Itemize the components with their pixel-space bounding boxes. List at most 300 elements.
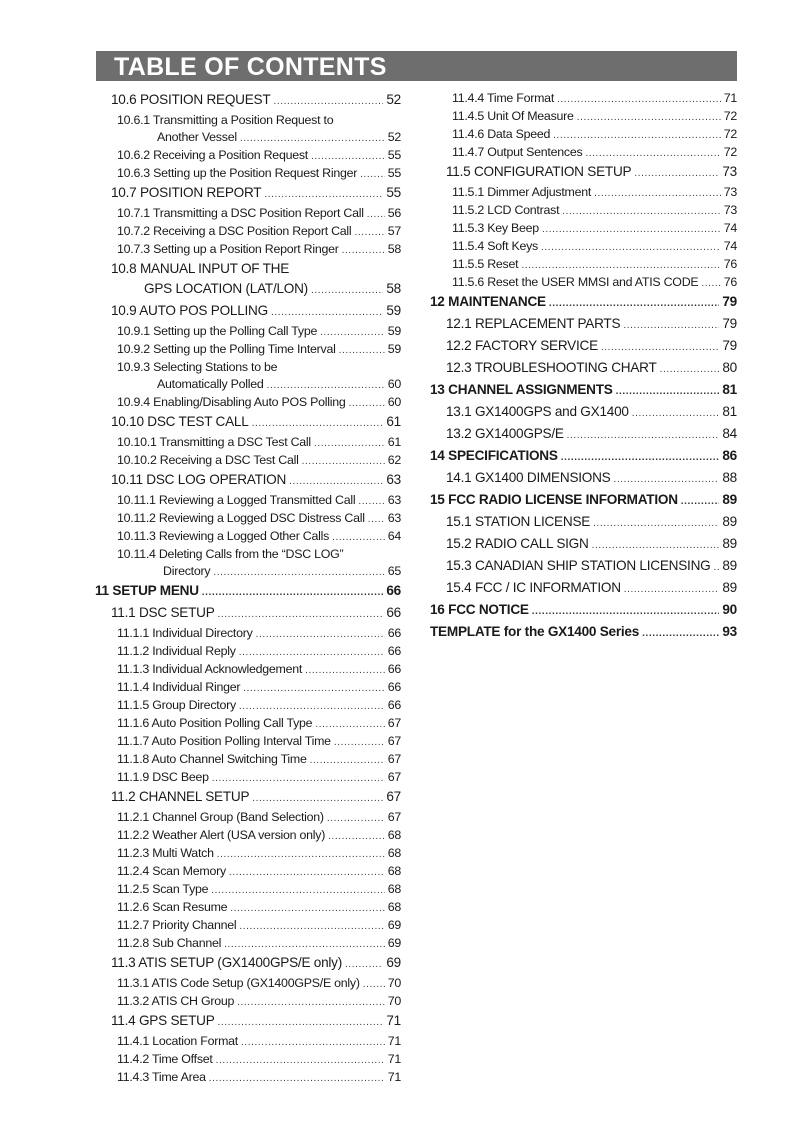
- dot-leader: [557, 91, 721, 108]
- toc-entry-page: 66: [387, 626, 401, 640]
- dot-leader: [634, 164, 719, 184]
- toc-entry[interactable]: [95, 661, 401, 679]
- toc-entry[interactable]: [95, 90, 401, 112]
- toc-entry-page: 66: [386, 583, 401, 598]
- toc-entry[interactable]: [95, 112, 401, 129]
- dot-leader: [562, 203, 720, 220]
- toc-entry-title: 10.7.3 Setting up a Position Report Ringer: [117, 242, 339, 256]
- toc-entry-page: 81: [722, 404, 737, 419]
- toc-entry-title: 12.1 REPLACEMENT PARTS: [446, 316, 621, 331]
- toc-entry[interactable]: [95, 241, 401, 259]
- toc-entry[interactable]: [95, 528, 401, 546]
- toc-entry[interactable]: [430, 292, 737, 314]
- dot-leader: [267, 377, 385, 394]
- toc-entry[interactable]: [430, 512, 737, 534]
- toc-entry-title: 11.4.6 Data Speed: [452, 127, 551, 141]
- dot-leader: [632, 404, 720, 424]
- toc-entry[interactable]: [95, 279, 401, 301]
- toc-entry[interactable]: [95, 452, 401, 470]
- toc-entry-page: 55: [387, 166, 401, 180]
- toc-entry-title: 15 FCC RADIO LICENSE INFORMATION: [430, 492, 678, 507]
- toc-entry-title: 11.2.4 Scan Memory: [117, 864, 226, 878]
- toc-entry-title: TEMPLATE for the GX1400 Series: [430, 624, 640, 639]
- toc-entry-title: 11.1.2 Individual Reply: [117, 644, 236, 658]
- toc-entry[interactable]: [430, 490, 737, 512]
- dot-leader: [218, 1013, 384, 1033]
- dot-leader: [334, 734, 385, 751]
- toc-entry-page: 86: [722, 448, 737, 463]
- toc-column-left: [95, 90, 401, 1087]
- toc-entry-title: 11.2.8 Sub Channel: [117, 936, 222, 950]
- toc-entry-page: 67: [387, 770, 401, 784]
- toc-entry[interactable]: [430, 446, 737, 468]
- toc-entry[interactable]: [95, 917, 401, 935]
- toc-entry-title: 12.3 TROUBLESHOOTING CHART: [446, 360, 657, 375]
- toc-entry-title: 10.9.1 Setting up the Polling Call Type: [117, 324, 318, 338]
- toc-entry[interactable]: [95, 827, 401, 845]
- toc-entry[interactable]: [430, 202, 737, 220]
- dot-leader: [549, 294, 720, 314]
- toc-entry-page: 74: [723, 239, 737, 253]
- toc-entry[interactable]: [95, 697, 401, 715]
- toc-entry-page: 57: [387, 224, 401, 238]
- dot-leader: [585, 145, 720, 162]
- toc-entry-page: 55: [387, 148, 401, 162]
- toc-entry-page: 63: [386, 472, 401, 487]
- toc-entry[interactable]: [95, 394, 401, 412]
- toc-entry[interactable]: [95, 563, 401, 581]
- toc-entry-page: 73: [723, 203, 737, 217]
- dot-leader: [256, 626, 385, 643]
- toc-entry-title: 10.11.2 Reviewing a Logged DSC Distress Call: [117, 511, 365, 525]
- toc-entry-title: 11.4.5 Unit Of Measure: [452, 109, 574, 123]
- dot-leader: [624, 580, 720, 600]
- toc-entry-page: 71: [387, 1070, 401, 1084]
- toc-entry[interactable]: [430, 184, 737, 202]
- toc-entry-title: 15.1 STATION LICENSE: [446, 514, 591, 529]
- dot-leader: [614, 470, 720, 490]
- toc-entry-page: 67: [387, 734, 401, 748]
- toc-entry[interactable]: [430, 126, 737, 144]
- toc-entry[interactable]: [430, 402, 737, 424]
- toc-entry-title: 11.5.2 LCD Contrast: [452, 203, 560, 217]
- dot-leader: [302, 453, 385, 470]
- toc-entry-page: 71: [387, 1052, 401, 1066]
- toc-entry-title: GPS LOCATION (LAT/LON): [144, 281, 308, 296]
- toc-entry[interactable]: [430, 600, 737, 622]
- toc-entry[interactable]: [95, 492, 401, 510]
- dot-leader: [213, 564, 384, 581]
- toc-entry-title: 13.1 GX1400GPS and GX1400: [446, 404, 629, 419]
- toc-entry-title: 11.1.9 DSC Beep: [117, 770, 209, 784]
- toc-entry-title: 11.5 CONFIGURATION SETUP: [446, 164, 632, 179]
- toc-entry-title: 10.10 DSC TEST CALL: [111, 414, 249, 429]
- toc-entry[interactable]: [430, 578, 737, 600]
- toc-entry-title: 11.2.3 Multi Watch: [117, 846, 214, 860]
- dot-leader: [243, 680, 384, 697]
- toc-entry-page: 89: [722, 492, 737, 507]
- toc-entry-page: 63: [387, 511, 401, 525]
- toc-entry[interactable]: [430, 622, 737, 644]
- dot-leader: [345, 955, 383, 975]
- toc-entry-page: 89: [722, 580, 737, 595]
- dot-leader: [349, 395, 385, 412]
- toc-entry-page: 66: [387, 680, 401, 694]
- toc-entry-page: 79: [722, 294, 737, 309]
- toc-entry-page: 79: [722, 338, 737, 353]
- toc-entry-page: 73: [723, 185, 737, 199]
- toc-entry-title: 11.2.6 Scan Resume: [117, 900, 228, 914]
- dot-leader: [229, 864, 385, 881]
- toc-entry[interactable]: [430, 424, 737, 446]
- toc-entry-page: 73: [722, 164, 737, 179]
- toc-entry-title: 11.3 ATIS SETUP (GX1400GPS/E only): [111, 955, 343, 970]
- dot-leader: [713, 558, 719, 578]
- toc-entry[interactable]: [95, 470, 401, 492]
- toc-entry[interactable]: [95, 679, 401, 697]
- toc-entry-title: 10.11.1 Reviewing a Logged Transmitted Call: [117, 493, 356, 507]
- toc-entry-title: 11.5.1 Dimmer Adjustment: [452, 185, 592, 199]
- dot-leader: [252, 789, 383, 809]
- dot-leader: [542, 221, 721, 238]
- toc-entry-title: 10.9.3 Selecting Stations to be: [117, 360, 278, 374]
- toc-entry[interactable]: [95, 546, 401, 563]
- toc-entry-title: 10.11.4 Deleting Calls from the “DSC LOG”: [117, 547, 344, 561]
- dot-leader: [271, 303, 383, 323]
- dot-leader: [541, 239, 721, 256]
- toc-entry[interactable]: [430, 468, 737, 490]
- toc-entry[interactable]: [95, 643, 401, 661]
- toc-entry-page: 68: [387, 864, 401, 878]
- dot-leader: [601, 338, 719, 358]
- toc-entry-title: 13 CHANNEL ASSIGNMENTS: [430, 382, 613, 397]
- toc-entry[interactable]: [430, 380, 737, 402]
- toc-entry-page: 60: [387, 395, 401, 409]
- dot-leader: [305, 662, 385, 679]
- toc-entry-title: 10.9.4 Enabling/Disabling Auto POS Polling: [117, 395, 346, 409]
- toc-entry-page: 64: [387, 529, 401, 543]
- toc-entry[interactable]: [95, 259, 401, 279]
- dot-leader: [237, 994, 385, 1011]
- dot-leader: [368, 511, 385, 528]
- dot-leader: [660, 360, 720, 380]
- toc-entry[interactable]: [430, 314, 737, 336]
- toc-entry-page: 76: [723, 257, 737, 271]
- toc-entry-page: 66: [387, 698, 401, 712]
- dot-leader: [264, 185, 383, 205]
- dot-leader: [616, 382, 720, 402]
- toc-entry-page: 79: [722, 316, 737, 331]
- dot-leader: [311, 281, 383, 301]
- toc-entry-page: 66: [387, 662, 401, 676]
- toc-entry[interactable]: [95, 625, 401, 643]
- toc-entry-page: 65: [387, 564, 401, 578]
- toc-entry-page: 62: [387, 453, 401, 467]
- dot-leader: [289, 472, 383, 492]
- toc-entry-title: 11.5.6 Reset the USER MMSI and ATIS CODE: [452, 275, 699, 289]
- toc-entry-page: 69: [386, 955, 401, 970]
- dot-leader: [354, 224, 384, 241]
- toc-entry[interactable]: [95, 769, 401, 787]
- dot-leader: [310, 752, 385, 769]
- toc-entry-page: 71: [386, 1013, 401, 1028]
- toc-entry-page: 68: [387, 846, 401, 860]
- toc-entry[interactable]: [430, 162, 737, 184]
- dot-leader: [320, 324, 385, 341]
- toc-entry[interactable]: [95, 603, 401, 625]
- dot-leader: [360, 166, 385, 183]
- toc-entry[interactable]: [95, 341, 401, 359]
- toc-entry-page: 61: [386, 414, 401, 429]
- toc-column-right: [430, 90, 737, 644]
- toc-entry-title: 12.2 FACTORY SERVICE: [446, 338, 598, 353]
- toc-entry[interactable]: [95, 1069, 401, 1087]
- toc-entry[interactable]: [95, 183, 401, 205]
- toc-entry-title: 14.1 GX1400 DIMENSIONS: [446, 470, 611, 485]
- toc-entry[interactable]: [95, 863, 401, 881]
- dot-leader: [209, 1070, 385, 1087]
- dot-leader: [239, 644, 385, 661]
- dot-leader: [239, 698, 385, 715]
- toc-entry-page: 58: [387, 242, 401, 256]
- toc-entry-title: 11.1.5 Group Directory: [117, 698, 236, 712]
- toc-entry-title: 10.9.2 Setting up the Polling Time Interval: [117, 342, 336, 356]
- toc-entry[interactable]: [95, 1051, 401, 1069]
- dot-leader: [642, 624, 719, 644]
- toc-entry-title: 11.3.1 ATIS Code Setup (GX1400GPS/E only): [117, 976, 360, 990]
- toc-entry-page: 67: [387, 810, 401, 824]
- toc-entry-page: 59: [387, 342, 401, 356]
- toc-entry[interactable]: [95, 165, 401, 183]
- dot-leader: [342, 242, 385, 259]
- dot-leader: [577, 109, 721, 126]
- toc-entry[interactable]: [430, 256, 737, 274]
- dot-leader: [212, 770, 385, 787]
- toc-entry-title: 10.6 POSITION REQUEST: [111, 92, 271, 107]
- toc-entry[interactable]: [95, 510, 401, 528]
- dot-leader: [241, 1034, 385, 1051]
- toc-entry-title: 10.9 AUTO POS POLLING: [111, 303, 268, 318]
- toc-entry-page: 76: [723, 275, 737, 289]
- toc-entry-title: 15.4 FCC / IC INFORMATION: [446, 580, 621, 595]
- dot-leader: [315, 716, 384, 733]
- toc-entry[interactable]: [430, 144, 737, 162]
- toc-entry[interactable]: [95, 581, 401, 603]
- toc-entry[interactable]: [95, 376, 401, 394]
- dot-leader: [532, 602, 720, 622]
- toc-entry-title: 10.11 DSC LOG OPERATION: [111, 472, 287, 487]
- dot-leader: [363, 976, 385, 993]
- toc-entry-title: 10.10.2 Receiving a DSC Test Call: [117, 453, 299, 467]
- toc-entry[interactable]: [430, 534, 737, 556]
- toc-entry-title: Automatically Polled: [157, 377, 264, 391]
- dot-leader: [252, 414, 384, 434]
- toc-entry-page: 70: [387, 976, 401, 990]
- toc-entry[interactable]: [95, 751, 401, 769]
- toc-entry-page: 89: [722, 558, 737, 573]
- dot-leader: [358, 493, 384, 510]
- toc-entry[interactable]: [95, 787, 401, 809]
- toc-entry-title: 11.1.4 Individual Ringer: [117, 680, 241, 694]
- toc-entry[interactable]: [95, 733, 401, 751]
- toc-entry-page: 89: [722, 514, 737, 529]
- dot-leader: [332, 529, 385, 546]
- toc-entry-page: 80: [722, 360, 737, 375]
- toc-entry-title: 10.6.1 Transmitting a Position Request to: [117, 113, 334, 127]
- toc-entry-title: 10.6.2 Receiving a Position Request: [117, 148, 309, 162]
- toc-entry[interactable]: [95, 129, 401, 147]
- dot-leader: [239, 918, 384, 935]
- toc-entry-page: 66: [386, 605, 401, 620]
- toc-entry[interactable]: [430, 336, 737, 358]
- toc-entry-title: 10.7.1 Transmitting a DSC Position Report Call: [117, 206, 364, 220]
- toc-entry-page: 61: [387, 435, 401, 449]
- toc-entry[interactable]: [430, 220, 737, 238]
- toc-entry-title: 11.1.8 Auto Channel Switching Time: [117, 752, 307, 766]
- toc-entry-title: 11.5.4 Soft Keys: [452, 239, 539, 253]
- toc-entry[interactable]: [95, 223, 401, 241]
- dot-leader: [623, 316, 719, 336]
- toc-entry[interactable]: [95, 845, 401, 863]
- toc-entry[interactable]: [95, 1033, 401, 1051]
- toc-entry[interactable]: [95, 323, 401, 341]
- toc-entry-title: 13.2 GX1400GPS/E: [446, 426, 564, 441]
- toc-entry-title: 11.4.2 Time Offset: [117, 1052, 213, 1066]
- page-title: TABLE OF CONTENTS: [114, 53, 387, 81]
- toc-entry-title: 11.4.3 Time Area: [117, 1070, 206, 1084]
- toc-entry-title: 11.2.7 Priority Channel: [117, 918, 237, 932]
- toc-entry[interactable]: [95, 715, 401, 733]
- toc-entry[interactable]: [95, 147, 401, 165]
- dot-leader: [311, 148, 385, 165]
- dot-leader: [218, 605, 384, 625]
- toc-entry-title: 12 MAINTENANCE: [430, 294, 546, 309]
- toc-entry[interactable]: [430, 90, 737, 108]
- dot-leader: [681, 492, 720, 512]
- toc-entry[interactable]: [430, 274, 737, 292]
- toc-entry-page: 58: [386, 281, 401, 296]
- toc-entry-title: 11.2 CHANNEL SETUP: [111, 789, 250, 804]
- toc-entry-title: 11.5.3 Key Beep: [452, 221, 539, 235]
- toc-entry-title: 11.3.2 ATIS CH Group: [117, 994, 235, 1008]
- toc-entry[interactable]: [95, 205, 401, 223]
- toc-entry-page: 72: [723, 109, 737, 123]
- toc-entry-page: 69: [387, 936, 401, 950]
- toc-entry[interactable]: [95, 301, 401, 323]
- toc-entry-title: 11.4.7 Output Sentences: [452, 145, 583, 159]
- toc-entry-page: 66: [387, 644, 401, 658]
- toc-entry-title: 11.2.5 Scan Type: [117, 882, 209, 896]
- page-title-banner: [96, 51, 737, 81]
- toc-entry-page: 88: [722, 470, 737, 485]
- toc-entry-page: 68: [387, 828, 401, 842]
- toc-entry[interactable]: [95, 881, 401, 899]
- dot-leader: [521, 257, 720, 274]
- toc-entry-title: 11.2.2 Weather Alert (USA version only): [117, 828, 326, 842]
- toc-entry-page: 81: [722, 382, 737, 397]
- toc-entry-page: 71: [387, 1034, 401, 1048]
- toc-entry-page: 67: [387, 752, 401, 766]
- toc-entry-title: 10.6.3 Setting up the Position Request Ringer: [117, 166, 358, 180]
- toc-entry-title: 11.1 DSC SETUP: [111, 605, 215, 620]
- dot-leader: [561, 448, 720, 468]
- toc-entry-page: 68: [387, 882, 401, 896]
- toc-entry-title: 11 SETUP MENU: [95, 583, 199, 598]
- toc-entry[interactable]: [95, 359, 401, 376]
- toc-entry[interactable]: [430, 238, 737, 256]
- toc-entry-page: 69: [387, 918, 401, 932]
- toc-entry[interactable]: [95, 993, 401, 1011]
- toc-entry-title: 10.11.3 Reviewing a Logged Other Calls: [117, 529, 330, 543]
- toc-entry-page: 63: [387, 493, 401, 507]
- dot-leader: [216, 1052, 385, 1069]
- toc-entry-title: 15.3 CANADIAN SHIP STATION LICENSING: [446, 558, 711, 573]
- toc-entry-page: 70: [387, 994, 401, 1008]
- toc-entry[interactable]: [95, 975, 401, 993]
- toc-entry-page: 59: [386, 303, 401, 318]
- toc-entry-title: Directory: [163, 564, 211, 578]
- dot-leader: [553, 127, 721, 144]
- dot-leader: [593, 514, 719, 534]
- toc-entry-title: 11.4.1 Location Format: [117, 1034, 239, 1048]
- toc-entry-page: 52: [387, 130, 401, 144]
- toc-entry[interactable]: [95, 899, 401, 917]
- toc-entry-title: 15.2 RADIO CALL SIGN: [446, 536, 589, 551]
- toc-entry-title: 10.7.2 Receiving a DSC Position Report Call: [117, 224, 352, 238]
- dot-leader: [217, 846, 385, 863]
- toc-entry-title: 16 FCC NOTICE: [430, 602, 529, 617]
- toc-entry-title: 10.7 POSITION REPORT: [111, 185, 262, 200]
- toc-entry-page: 72: [723, 145, 737, 159]
- toc-entry[interactable]: [95, 412, 401, 434]
- toc-entry[interactable]: [430, 108, 737, 126]
- dot-leader: [273, 92, 383, 112]
- toc-entry[interactable]: [430, 358, 737, 380]
- toc-entry-title: 11.1.6 Auto Position Polling Call Type: [117, 716, 313, 730]
- toc-entry-page: 56: [387, 206, 401, 220]
- toc-entry-title: 11.4 GPS SETUP: [111, 1013, 215, 1028]
- toc-entry-title: 11.4.4 Time Format: [452, 91, 555, 105]
- toc-entry[interactable]: [430, 556, 737, 578]
- dot-leader: [240, 130, 385, 147]
- toc-entry-page: 72: [723, 127, 737, 141]
- toc-entry[interactable]: [95, 1011, 401, 1033]
- dot-leader: [594, 185, 721, 202]
- toc-entry-title: 10.10.1 Transmitting a DSC Test Call: [117, 435, 311, 449]
- toc-entry-page: 68: [387, 900, 401, 914]
- dot-leader: [327, 810, 385, 827]
- dot-leader: [224, 936, 385, 953]
- toc-entry-title: 11.1.3 Individual Acknowledgement: [117, 662, 303, 676]
- toc-entry-page: 93: [722, 624, 737, 639]
- toc-entry-title: 11.2.1 Channel Group (Band Selection): [117, 810, 324, 824]
- dot-leader: [592, 536, 720, 556]
- toc-entry-title: 10.8 MANUAL INPUT OF THE: [111, 261, 290, 276]
- toc-entry-title: 14 SPECIFICATIONS: [430, 448, 558, 463]
- dot-leader: [202, 583, 384, 603]
- toc-entry[interactable]: [95, 434, 401, 452]
- toc-entry-page: 55: [386, 185, 401, 200]
- toc-entry-page: 60: [387, 377, 401, 391]
- toc-entry[interactable]: [95, 809, 401, 827]
- dot-leader: [328, 828, 385, 845]
- toc-entry[interactable]: [95, 935, 401, 953]
- dot-leader: [211, 882, 384, 899]
- toc-entry-page: 90: [722, 602, 737, 617]
- toc-entry[interactable]: [95, 953, 401, 975]
- toc-entry-page: 89: [722, 536, 737, 551]
- toc-entry-page: 84: [722, 426, 737, 441]
